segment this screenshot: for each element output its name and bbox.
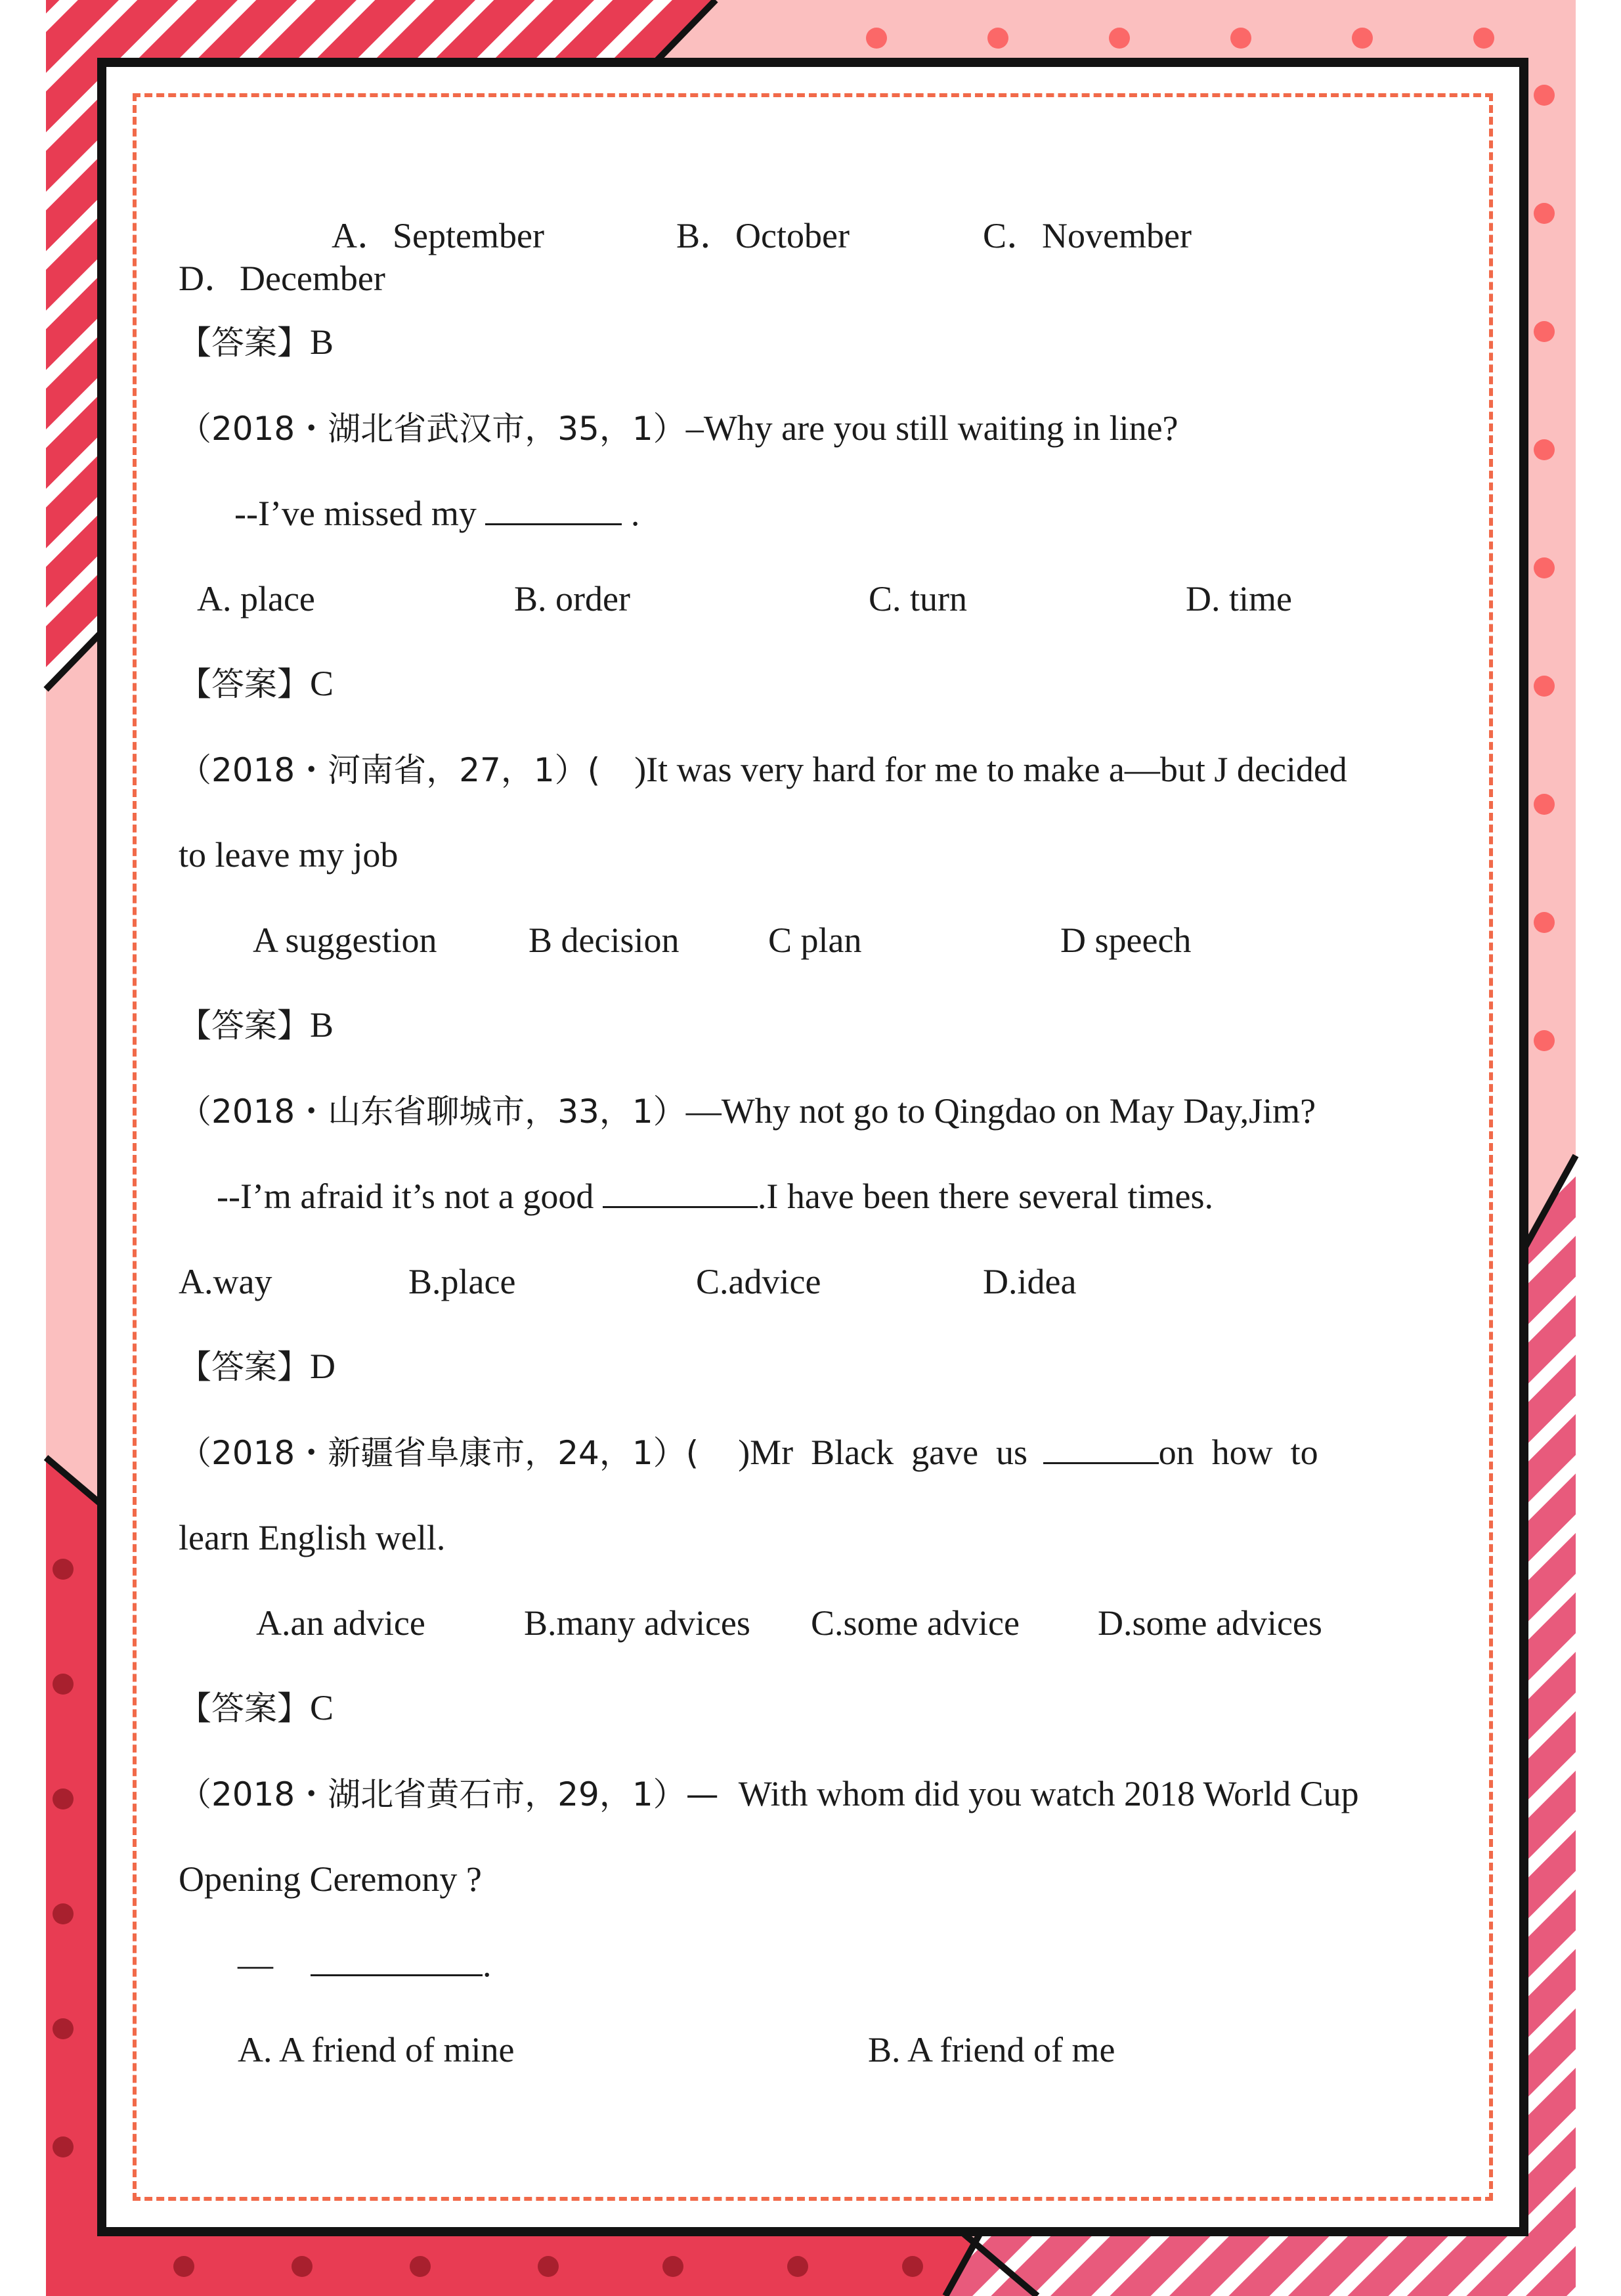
answer-blank (1043, 1433, 1159, 1464)
q0-option-d: D．December (179, 259, 385, 298)
answer-tag: 【答案】 (179, 1007, 310, 1045)
q2-answer (179, 1004, 334, 1047)
q2-option-b: B decision (529, 921, 680, 960)
q1-stem (179, 407, 1178, 450)
answer-tag: 【答案】 (179, 1689, 310, 1727)
q2-option-a: A suggestion (253, 921, 437, 960)
answer-value: D (310, 1347, 335, 1386)
q1-option-c: C. turn (869, 579, 968, 618)
q3-option-c: C.advice (696, 1262, 821, 1301)
q3-option-d: D.idea (983, 1262, 1077, 1301)
q1-reply (234, 492, 639, 534)
q3-stem (179, 1090, 1316, 1133)
answer-value: C (310, 1688, 334, 1727)
q3-answer (179, 1345, 335, 1388)
answer-blank (311, 1945, 483, 1976)
q4-stem-text-b: on how to (1158, 1433, 1318, 1472)
answer-value: C (310, 664, 334, 703)
q5-stem-line1 (179, 1773, 1359, 1815)
q5-source: （2018・湖北省黄石市，29，1）— (179, 1775, 719, 1813)
answer-tag: 【答案】 (179, 665, 310, 703)
q1-answer (179, 662, 334, 705)
q5-reply-dash: — (238, 1945, 273, 1984)
q3-source: （2018・山东省聊城市，33，1） (179, 1093, 686, 1131)
q1-reply-suffix: . (630, 494, 640, 533)
q3-option-a: A.way (179, 1262, 272, 1301)
q0-option-b: B．October (676, 216, 850, 255)
q1-option-b: B. order (514, 579, 630, 618)
answer-tag: 【答案】 (179, 324, 310, 362)
q5-stem-line2: Opening Ceremony ? (179, 1859, 482, 1899)
q2-source: （2018・河南省，27，1）( (179, 751, 601, 789)
q1-reply-prefix: --I’ve missed my (234, 494, 477, 533)
q5-option-a: A. A friend of mine (238, 2030, 515, 2069)
q1-source: （2018・湖北省武汉市，35，1） (179, 410, 686, 448)
q3-reply-suffix: .I have been there several times. (757, 1177, 1214, 1216)
q0-option-c: C．November (983, 216, 1192, 255)
q4-stem-text-a: )Mr Black gave us (738, 1433, 1028, 1472)
q1-stem-text: –Why are you still waiting in line? (685, 408, 1178, 448)
q2-option-c: C plan (768, 921, 862, 960)
q1-option-a: A. place (197, 579, 315, 618)
q2-stem-line1 (179, 748, 1347, 791)
q3-option-b: B.place (408, 1262, 516, 1301)
q4-option-c: C.some advice (811, 1603, 1020, 1643)
q5-stem-text: With whom did you watch 2018 World Cup (738, 1774, 1359, 1813)
q2-stem-line2: to leave my job (179, 835, 399, 875)
q2-stem-text: )It was very hard for me to make a—but J decided (634, 750, 1347, 789)
q4-stem-line2: learn English well. (179, 1518, 446, 1557)
q0-option-a: A．September (332, 216, 544, 255)
answer-value: B (310, 322, 334, 362)
q4-stem-line1 (179, 1431, 1318, 1474)
q3-stem-text: —Why not go to Qingdao on May Day,Jim? (685, 1091, 1316, 1131)
q5-option-b: B. A friend of me (868, 2030, 1115, 2069)
answer-value: B (310, 1005, 334, 1045)
q0-answer (179, 321, 334, 364)
q5-reply (238, 1943, 492, 1985)
q4-answer (179, 1687, 334, 1729)
q4-source: （2018・新疆省阜康市，24，1）( (179, 1434, 699, 1472)
q2-option-d: D speech (1060, 921, 1192, 960)
q1-option-d: D. time (1186, 579, 1292, 618)
q3-reply-prefix: --I’m afraid it’s not a good (217, 1177, 594, 1216)
q5-reply-suffix: . (483, 1945, 492, 1984)
answer-blank (485, 494, 622, 525)
answer-blank (603, 1177, 758, 1208)
q3-reply (217, 1175, 1213, 1217)
q4-option-a: A.an advice (256, 1603, 425, 1643)
answer-tag: 【答案】 (179, 1348, 310, 1386)
q4-option-b: B.many advices (524, 1603, 750, 1643)
q4-option-d: D.some advices (1098, 1603, 1322, 1643)
